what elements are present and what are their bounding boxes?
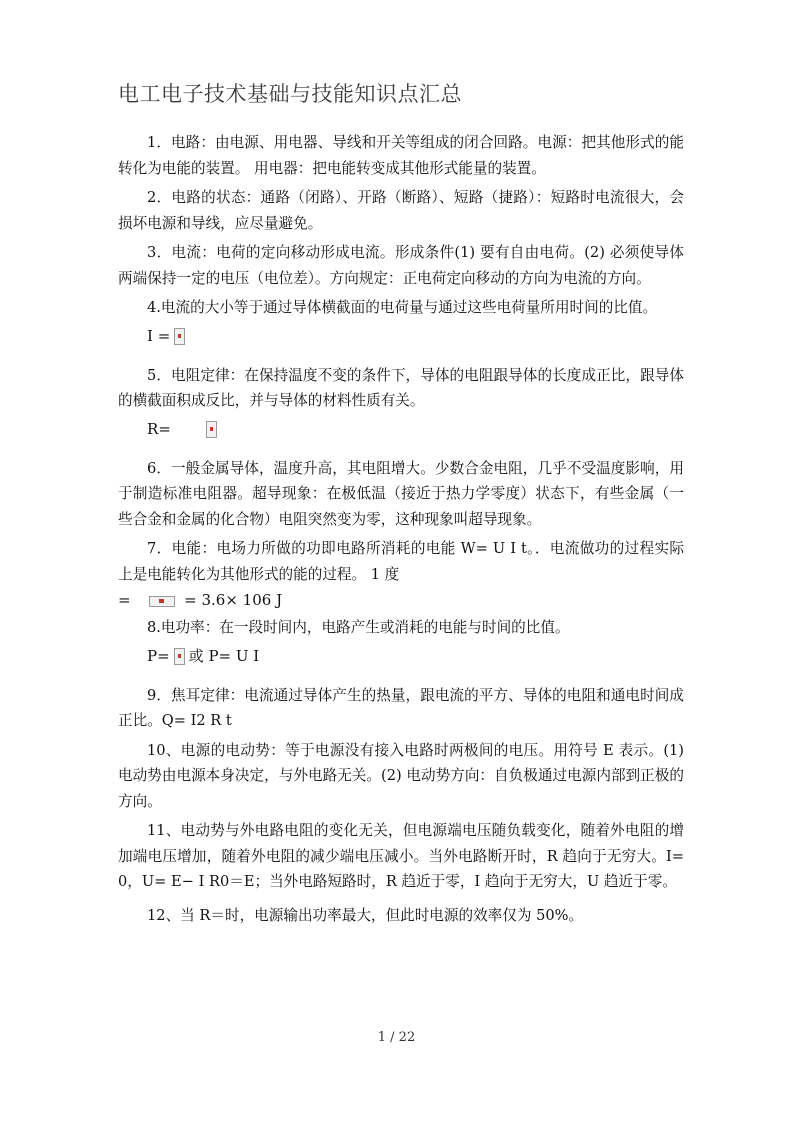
broken-image-icon bbox=[206, 421, 217, 438]
paragraph-9: 9．焦耳定律：电流通过导体产生的热量，跟电流的平方、导体的电阻和通电时间成正比。Q= I2 R t bbox=[118, 686, 684, 729]
broken-image-icon bbox=[149, 596, 175, 607]
page-number: 1 / 22 bbox=[377, 1030, 416, 1045]
paragraph-10: 10、电源的电动势：等于电源没有接入电路时两极间的电压。用符号 E 表示。(1)电动势由电源本身决定，与外电路无关。(2) 电动势方向：自负极通过电源内部到正极的方向。 bbox=[118, 741, 684, 810]
paragraph-8: 8.电功率：在一段时间内，电路产生或消耗的电能与时间的比值。 bbox=[147, 619, 570, 636]
paragraph-6: 6．一般金属导体，温度升高，其电阻增大。少数合金电阻，几乎不受温度影响，用于制造标准电阻器。超导现象：在极低温（接近于热力学零度）状态下，有些金属（一些合金和金属的化合物）电阻突然变为零，这种现象叫超导现象。 bbox=[118, 459, 684, 528]
paragraph-2: 2．电路的状态：通路（闭路）、开路（断路）、短路（捷路）：短路时电流很大，会损坏电源和导线，应尽量避免。 bbox=[118, 189, 684, 232]
document-body bbox=[118, 130, 684, 932]
paragraph-4: 4.电流的大小等于通过导体横截面的电荷量与通过这些电荷量所用时间的比值。 bbox=[147, 299, 658, 316]
formula-power-suffix: 或 P= U I bbox=[188, 646, 260, 665]
broken-image-icon bbox=[174, 328, 185, 345]
formula-energy-suffix: = 3.6× 106 J bbox=[184, 591, 283, 609]
formula-power-prefix: P= bbox=[147, 646, 170, 665]
paragraph-5: 5．电阻定律：在保持温度不变的条件下，导体的电阻跟导体的长度成正比，跟导体的横截面积成反比，并与导体的材料性质有关。 bbox=[118, 366, 684, 409]
document-title: 电工电子技术基础与技能知识点汇总 bbox=[118, 82, 462, 106]
formula-energy bbox=[118, 587, 684, 613]
formula-power bbox=[118, 643, 684, 669]
formula-resistance-label: R= bbox=[147, 419, 171, 438]
broken-image-icon bbox=[174, 648, 185, 665]
paragraph-1: 1．电路：由电源、用电器、导线和开关等组成的闭合回路。电源：把其他形式的能转化为电能的装置。 用电器：把电能转变成其他形式能量的装置。 bbox=[118, 134, 684, 177]
paragraph-3: 3．电流：电荷的定向移动形成电流。形成条件(1) 要有自由电荷。(2) 必须使导体两端保持一定的电压（电位差）。方向规定：正电荷定向移动的方向为电流的方向。 bbox=[118, 244, 684, 287]
formula-current bbox=[118, 323, 684, 349]
formula-energy-prefix: = bbox=[118, 591, 131, 609]
paragraph-11: 11、电动势与外电路电阻的变化无关，但电源端电压随负载变化，随着外电阻的增加端电压增加，随着外电阻的减少端电压减小。当外电路断开时，R 趋向于无穷大。I= 0，U= E− I R0＝E；当外电路短路时，R 趋近于零，I 趋向于无穷大，U 趋近于零。 bbox=[118, 822, 684, 890]
paragraph-7: 7．电能：电场力所做的功即电路所消耗的电能 W= U I t。．电流做功的过程实际上是电能转化为其他形式的能的过程。 1 度 bbox=[118, 540, 684, 583]
formula-current-label: I = bbox=[147, 326, 171, 345]
paragraph-12: 12、当 R＝时，电源输出功率最大，但此时电源的效率仅为 50%。 bbox=[147, 906, 584, 924]
formula-resistance bbox=[118, 416, 684, 442]
